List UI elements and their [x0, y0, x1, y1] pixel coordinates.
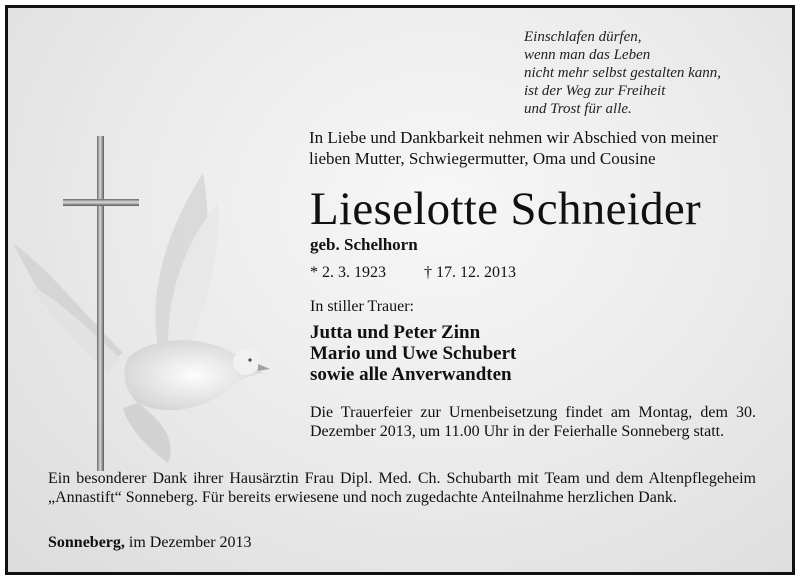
- dove-icon: [13, 173, 270, 463]
- poem: [524, 28, 721, 118]
- obituary-notice: [5, 5, 795, 575]
- poem-line: und Trost für alle.: [524, 101, 632, 117]
- ceremony-info: Die Trauerfeier zur Urnenbeisetzung findet am Montag, dem 30. Dezember 2013, um 11.00 Uhr in der Feierhalle Sonneberg statt.: [310, 404, 756, 440]
- intro-line: In Liebe und Dankbarkeit nehmen wir Abschied von meiner: [309, 128, 718, 147]
- life-dates: [310, 264, 516, 282]
- poem-line: Einschlafen dürfen,: [524, 29, 642, 45]
- mourner-name: Mario und Uwe Schubert: [310, 343, 517, 364]
- poem-line: wenn man das Leben: [524, 47, 651, 63]
- death-date: † 17. 12. 2013: [424, 264, 516, 281]
- mourning-label: In stiller Trauer:: [310, 298, 414, 315]
- closing-date: im Dezember 2013: [128, 534, 252, 551]
- deceased-name: Lieselotte Schneider: [310, 183, 701, 235]
- closing-line: [48, 534, 252, 552]
- maiden-name: geb. Schelhorn: [310, 235, 418, 254]
- mourners-list: [310, 322, 516, 385]
- intro-text: [309, 127, 769, 169]
- closing-place: Sonneberg,: [48, 534, 125, 551]
- mourner-name: sowie alle Anverwandten: [310, 364, 512, 385]
- birth-date: * 2. 3. 1923: [310, 264, 386, 281]
- thanks-text: Ein besonderer Dank ihrer Hausärztin Frau Dipl. Med. Ch. Schubarth mit Team und dem Altenpflegeheim „Annastift“ Sonneberg. Für bereits erwiesene und noch zugedachte Anteilnahme herzlichen Dank.: [48, 470, 756, 506]
- poem-line: nicht mehr selbst gestalten kann,: [524, 65, 722, 81]
- mourner-name: Jutta und Peter Zinn: [310, 322, 481, 343]
- poem-line: ist der Weg zur Freiheit: [524, 83, 666, 99]
- memorial-artwork: [8, 118, 308, 478]
- intro-line: lieben Mutter, Schwiegermutter, Oma und Cousine: [309, 149, 656, 168]
